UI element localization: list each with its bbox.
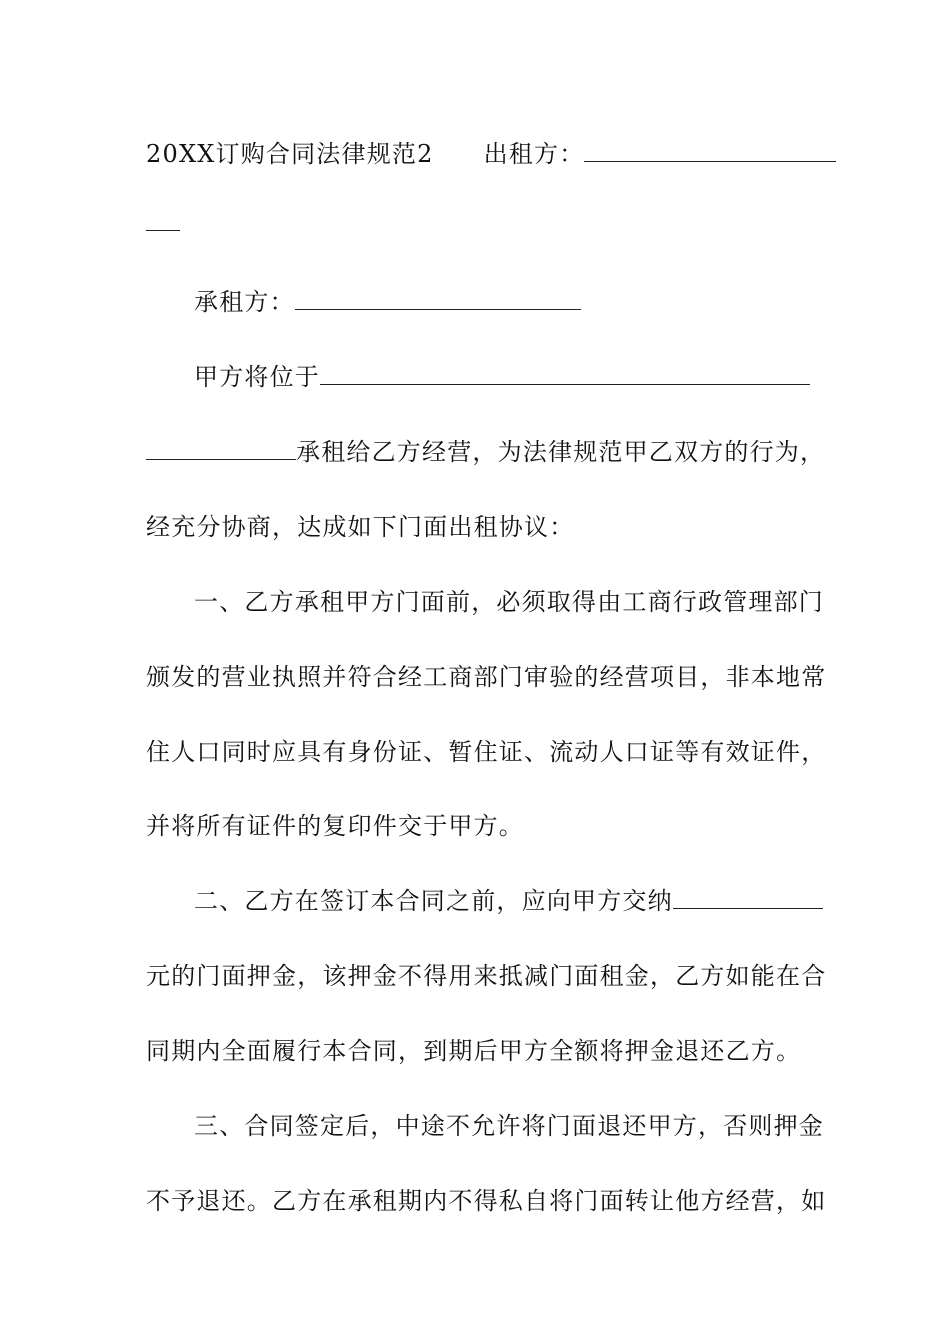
clause1-text-3: 住人口同时应具有身份证、暂住证、流动人口证等有效证件，	[146, 738, 827, 766]
para1-line3	[146, 512, 574, 542]
clause2-text-3: 同期内全面履行本合同，到期后甲方全额将押金退还乙方。	[146, 1037, 802, 1065]
para1-cont: 承租给乙方经营，为法律规范甲乙双方的行为，	[296, 438, 826, 466]
clause1-text-2: 颁发的营业执照并符合经工商部门审验的经营项目，非本地常	[146, 663, 827, 691]
clause3-text-2: 不予退还。乙方在承租期内不得私自将门面转让他方经营，如	[146, 1187, 827, 1215]
clause3-line1	[194, 1111, 824, 1141]
location-blank-tail	[146, 437, 296, 460]
para1-end: 经充分协商，达成如下门面出租协议：	[146, 513, 575, 541]
document-title: 20XX订购合同法律规范2	[146, 140, 434, 168]
clause3-text-1: 三、合同签定后，中途不允许将门面退还甲方，否则押金	[194, 1112, 824, 1140]
lessor-label: 出租方：	[483, 140, 585, 168]
clause2-line2	[146, 961, 826, 991]
heading-line	[146, 139, 836, 169]
clause2-text-1: 二、乙方在签订本合同之前，应向甲方交纳	[194, 887, 673, 915]
clause1-line2	[146, 662, 826, 692]
para1-line1	[194, 362, 810, 392]
location-blank	[320, 362, 810, 385]
deposit-blank	[673, 886, 823, 909]
clause1-line3	[146, 737, 826, 767]
clause1-line4	[146, 811, 524, 841]
clause1-text-4: 并将所有证件的复印件交于甲方。	[146, 812, 524, 840]
lessee-line	[194, 287, 581, 317]
para1-start: 甲方将位于	[194, 363, 320, 391]
clause2-line3	[146, 1036, 801, 1066]
clause1-line1	[194, 587, 824, 617]
clause2-text-2: 元的门面押金，该押金不得用来抵减门面租金，乙方如能在合	[146, 962, 827, 990]
lessee-label: 承租方：	[194, 288, 295, 316]
clause2-line1	[194, 886, 823, 916]
para1-line2	[146, 437, 825, 467]
lessee-blank	[295, 287, 581, 310]
lessor-blank-continuation	[146, 208, 180, 238]
lessor-blank	[584, 139, 836, 162]
lessor-blank-tail	[146, 208, 180, 231]
clause1-text-1: 一、乙方承租甲方门面前，必须取得由工商行政管理部门	[194, 588, 824, 616]
clause3-line2	[146, 1186, 826, 1216]
